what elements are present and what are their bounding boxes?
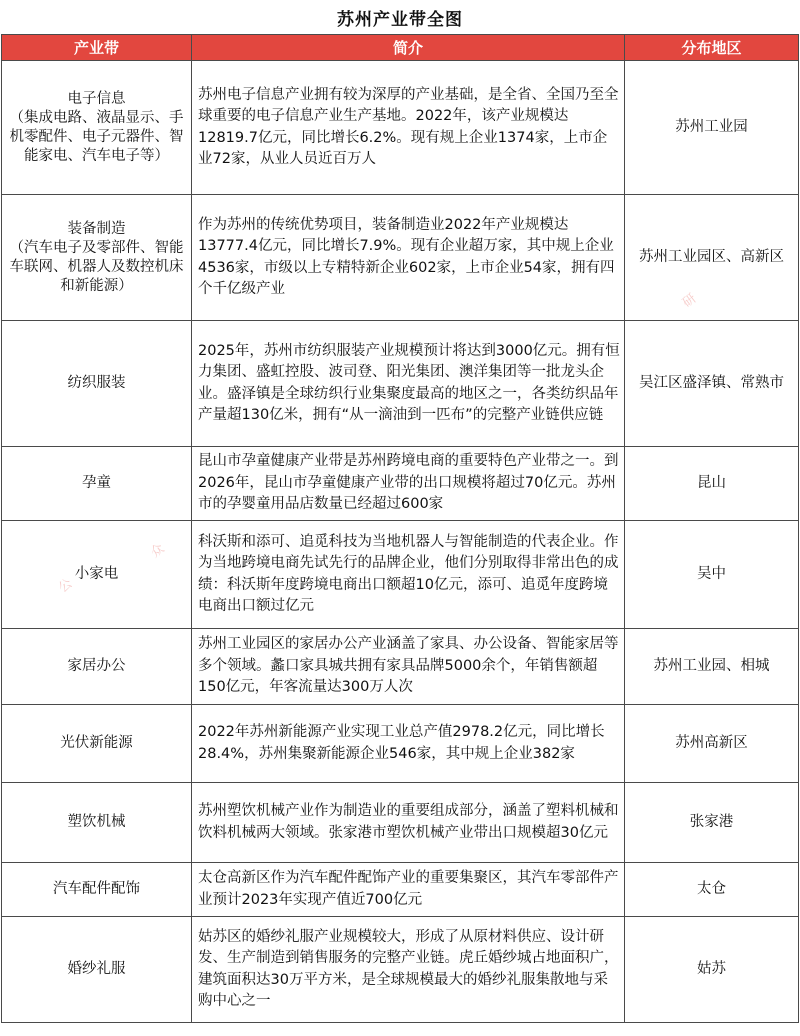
table-row	[2, 61, 799, 195]
watermark: 众	[147, 541, 168, 561]
industry-cell	[2, 61, 192, 195]
industry-cell	[2, 447, 192, 521]
region-cell: 苏州工业园区、高新区	[625, 195, 799, 321]
table-row	[2, 863, 799, 917]
industry-name: 塑饮机械	[67, 814, 126, 830]
intro-cell: 苏州电子信息产业拥有较为深厚的产业基础，是全省、全国乃至全球重要的电子信息产业生产基地。2022年，该产业规模达12819.7亿元，同比增长6.2%。现有规上企业1374家，上市企业72家，从业人员近百万人	[192, 61, 625, 195]
table-row	[2, 195, 799, 321]
intro-cell: 2025年，苏州市纺织服装产业规模预计将达到3000亿元。拥有恒力集团、盛虹控股、波司登、阳光集团、澳洋集团等一批龙头企业。盛泽镇是全球纺织行业集聚度最高的地区之一，各类纺织品年产量超130亿米，拥有“从一滴油到一匹布”的完整产业链供应链	[192, 321, 625, 447]
region-cell: 张家港	[625, 783, 799, 863]
industry-cell	[2, 705, 192, 783]
industry-cell	[2, 521, 192, 629]
table-header-row	[2, 35, 799, 61]
region-cell: 昆山	[625, 447, 799, 521]
table-row	[2, 521, 799, 629]
table-row	[2, 917, 799, 1023]
industry-name: 装备制造	[67, 220, 126, 237]
region-cell: 太仓	[625, 863, 799, 917]
region-cell: 苏州高新区	[625, 705, 799, 783]
watermark: 研	[679, 291, 700, 311]
industry-cell	[2, 783, 192, 863]
intro-cell: 苏州工业园区的家居办公产业涵盖了家具、办公设备、智能家居等多个领域。蠡口家具城共拥有家具品牌5000余个，年销售额超150亿元，年客流量达300万人次	[192, 629, 625, 705]
table-row	[2, 705, 799, 783]
industry-cell	[2, 195, 192, 321]
industry-cell	[2, 321, 192, 447]
header-intro: 简介	[192, 35, 625, 61]
intro-cell: 科沃斯和添可、追觅科技为当地机器人与智能制造的代表企业。作为当地跨境电商先试先行的品牌企业，他们分别取得非常出色的成绩：科沃斯年度跨境电商出口额超10亿元，添可、追觅年度跨境电商出口额过亿元	[192, 521, 625, 629]
industry-subtitle: （集成电路、液晶显示、手机零配件、电子元器件、智能家电、汽车电子等）	[9, 109, 184, 164]
industry-name: 电子信息	[67, 90, 126, 107]
intro-cell: 姑苏区的婚纱礼服产业规模较大，形成了从原材料供应、设计研发、生产制造到销售服务的完整产业链。虎丘婚纱城占地面积广，建筑面积达30万平方米，是全球规模最大的婚纱礼服集散地与采购中心之一	[192, 917, 625, 1023]
watermark: 公	[55, 576, 76, 596]
region-cell: 吴江区盛泽镇、常熟市	[625, 321, 799, 447]
intro-cell: 太仓高新区作为汽车配件配饰产业的重要集聚区，其汽车零部件产业预计2023年实现产值近700亿元	[192, 863, 625, 917]
page-title: 苏州产业带全图	[337, 9, 463, 30]
region-cell: 吴中	[625, 521, 799, 629]
industry-name: 孕童	[82, 475, 111, 491]
industry-cell	[2, 629, 192, 705]
intro-cell: 昆山市孕童健康产业带是苏州跨境电商的重要特色产业带之一。到2026年，昆山市孕童健康产业带的出口规模将超过70亿元。苏州市的孕婴童用品店数量已经超过600家	[192, 447, 625, 521]
industry-name: 小家电	[74, 566, 119, 582]
header-region: 分布地区	[625, 35, 799, 61]
industry-name: 纺织服装	[67, 375, 126, 391]
industry-table	[1, 34, 799, 1023]
table-row	[2, 629, 799, 705]
intro-cell: 作为苏州的传统优势项目，装备制造业2022年产业规模达13777.4亿元，同比增长7.9%。现有企业超万家，其中规上企业4536家，市级以上专精特新企业602家，上市企业54家，拥有四个千亿级产业	[192, 195, 625, 321]
region-cell: 苏州工业园、相城	[625, 629, 799, 705]
industry-name: 汽车配件配饰	[53, 881, 140, 897]
industry-name: 婚纱礼服	[67, 961, 126, 977]
header-industry: 产业带	[2, 35, 192, 61]
table-row	[2, 321, 799, 447]
region-cell: 苏州工业园	[625, 61, 799, 195]
intro-cell: 2022年苏州新能源产业实现工业总产值2978.2亿元，同比增长28.4%，苏州集聚新能源企业546家，其中规上企业382家	[192, 705, 625, 783]
industry-cell	[2, 863, 192, 917]
intro-cell: 苏州塑饮机械产业作为制造业的重要组成部分，涵盖了塑料机械和饮料机械两大领域。张家港市塑饮机械产业带出口规模超30亿元	[192, 783, 625, 863]
industry-cell	[2, 917, 192, 1023]
table-row	[2, 783, 799, 863]
industry-name: 光伏新能源	[60, 735, 133, 751]
region-cell: 姑苏	[625, 917, 799, 1023]
table-row	[2, 447, 799, 521]
industry-subtitle: （汽车电子及零部件、智能车联网、机器人及数控机床和新能源）	[9, 239, 184, 294]
industry-name: 家居办公	[67, 658, 126, 674]
